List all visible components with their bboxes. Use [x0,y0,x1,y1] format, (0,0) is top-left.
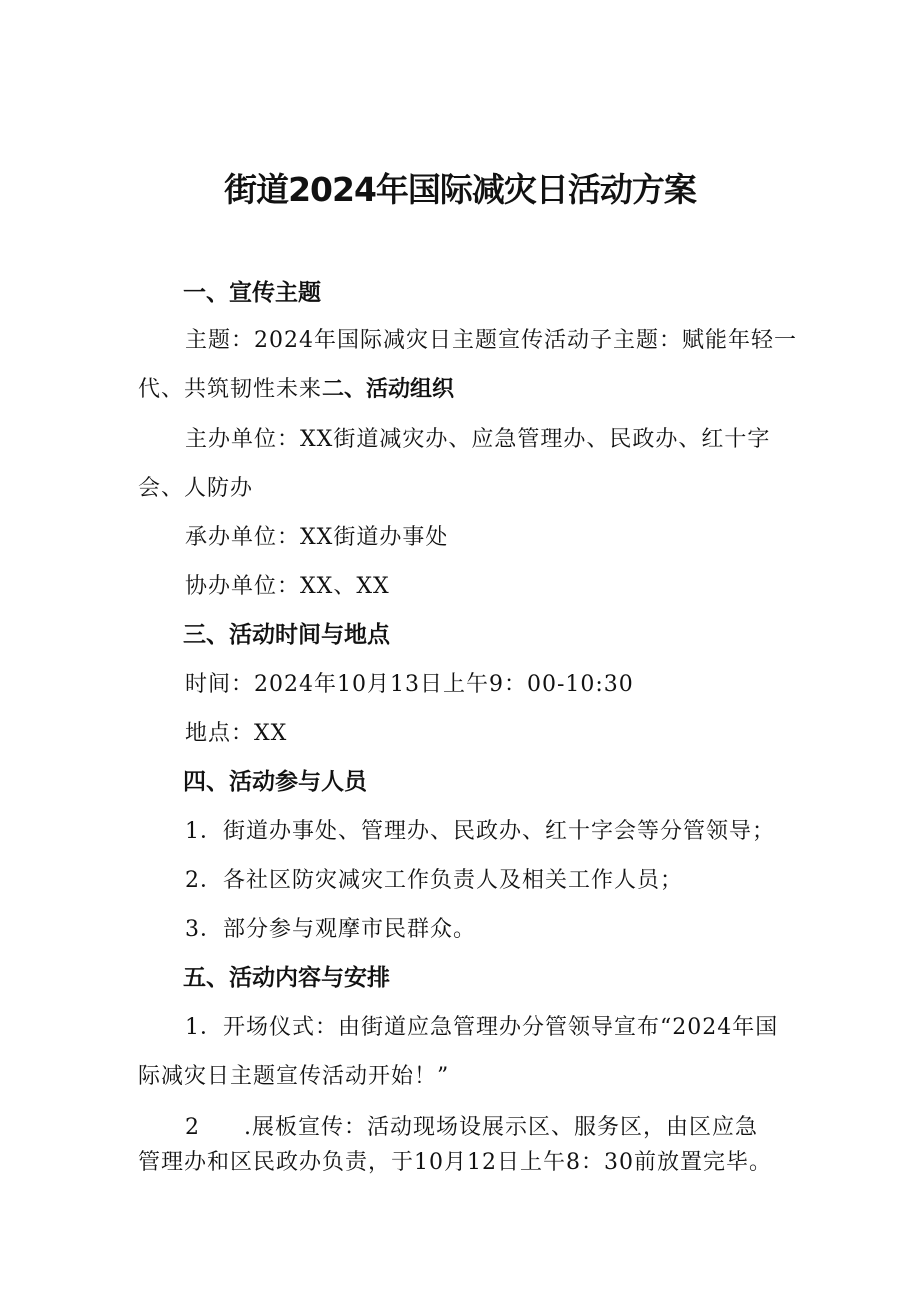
section-4-heading: 四、活动参与人员 [183,769,367,795]
agenda-item-1-line-2: 际减灾日主题宣传活动开始！” [138,1064,450,1089]
organizer-line: 承办单位：XX街道办事处 [185,525,449,550]
participant-item-2: 2．各社区防灾减灾工作负责人及相关工作人员； [185,868,683,893]
agenda-item-2-text: .展板宣传：活动现场设展示区、服务区，由区应急 [244,1115,758,1140]
time-line: 时间：2024年10月13日上午9：00-10:30 [185,672,634,697]
agenda-item-2-line-2: 管理办和区民政办负责，于10月12日上午8：30前放置完毕。 [138,1150,772,1175]
place-line: 地点：XX [185,721,288,746]
theme-line-2 [138,375,454,405]
agenda-item-2-number: 2 [185,1115,200,1140]
section-5-heading: 五、活动内容与安排 [183,965,390,991]
section-1-heading: 一、宣传主题 [183,280,321,306]
theme-subtitle-end: 代、共筑韧性未来 [138,377,323,402]
section-3-heading: 三、活动时间与地点 [183,622,390,648]
agenda-item-1-line-1: 1．开场仪式：由街道应急管理办分管领导宣布“2024年国 [185,1015,779,1040]
host-units-line-1: 主办单位：XX街道减灾办、应急管理办、民政办、红十字 [185,427,771,452]
participant-item-3: 3．部分参与观摩市民群众。 [185,917,476,942]
theme-line-1: 主题：2024年国际减灾日主题宣传活动子主题：赋能年轻一 [185,328,797,353]
section-2-heading: 二、活动组织 [322,377,455,402]
document-title: 街道2024年国际减灾日活动方案 [224,170,696,209]
host-units-line-2: 会、人防办 [138,476,254,501]
participant-item-1: 1．街道办事处、管理办、民政办、红十字会等分管领导； [185,819,775,844]
co-organizer-line: 协办单位：XX、XX [185,574,390,599]
agenda-item-2-line-1 [185,1113,758,1143]
